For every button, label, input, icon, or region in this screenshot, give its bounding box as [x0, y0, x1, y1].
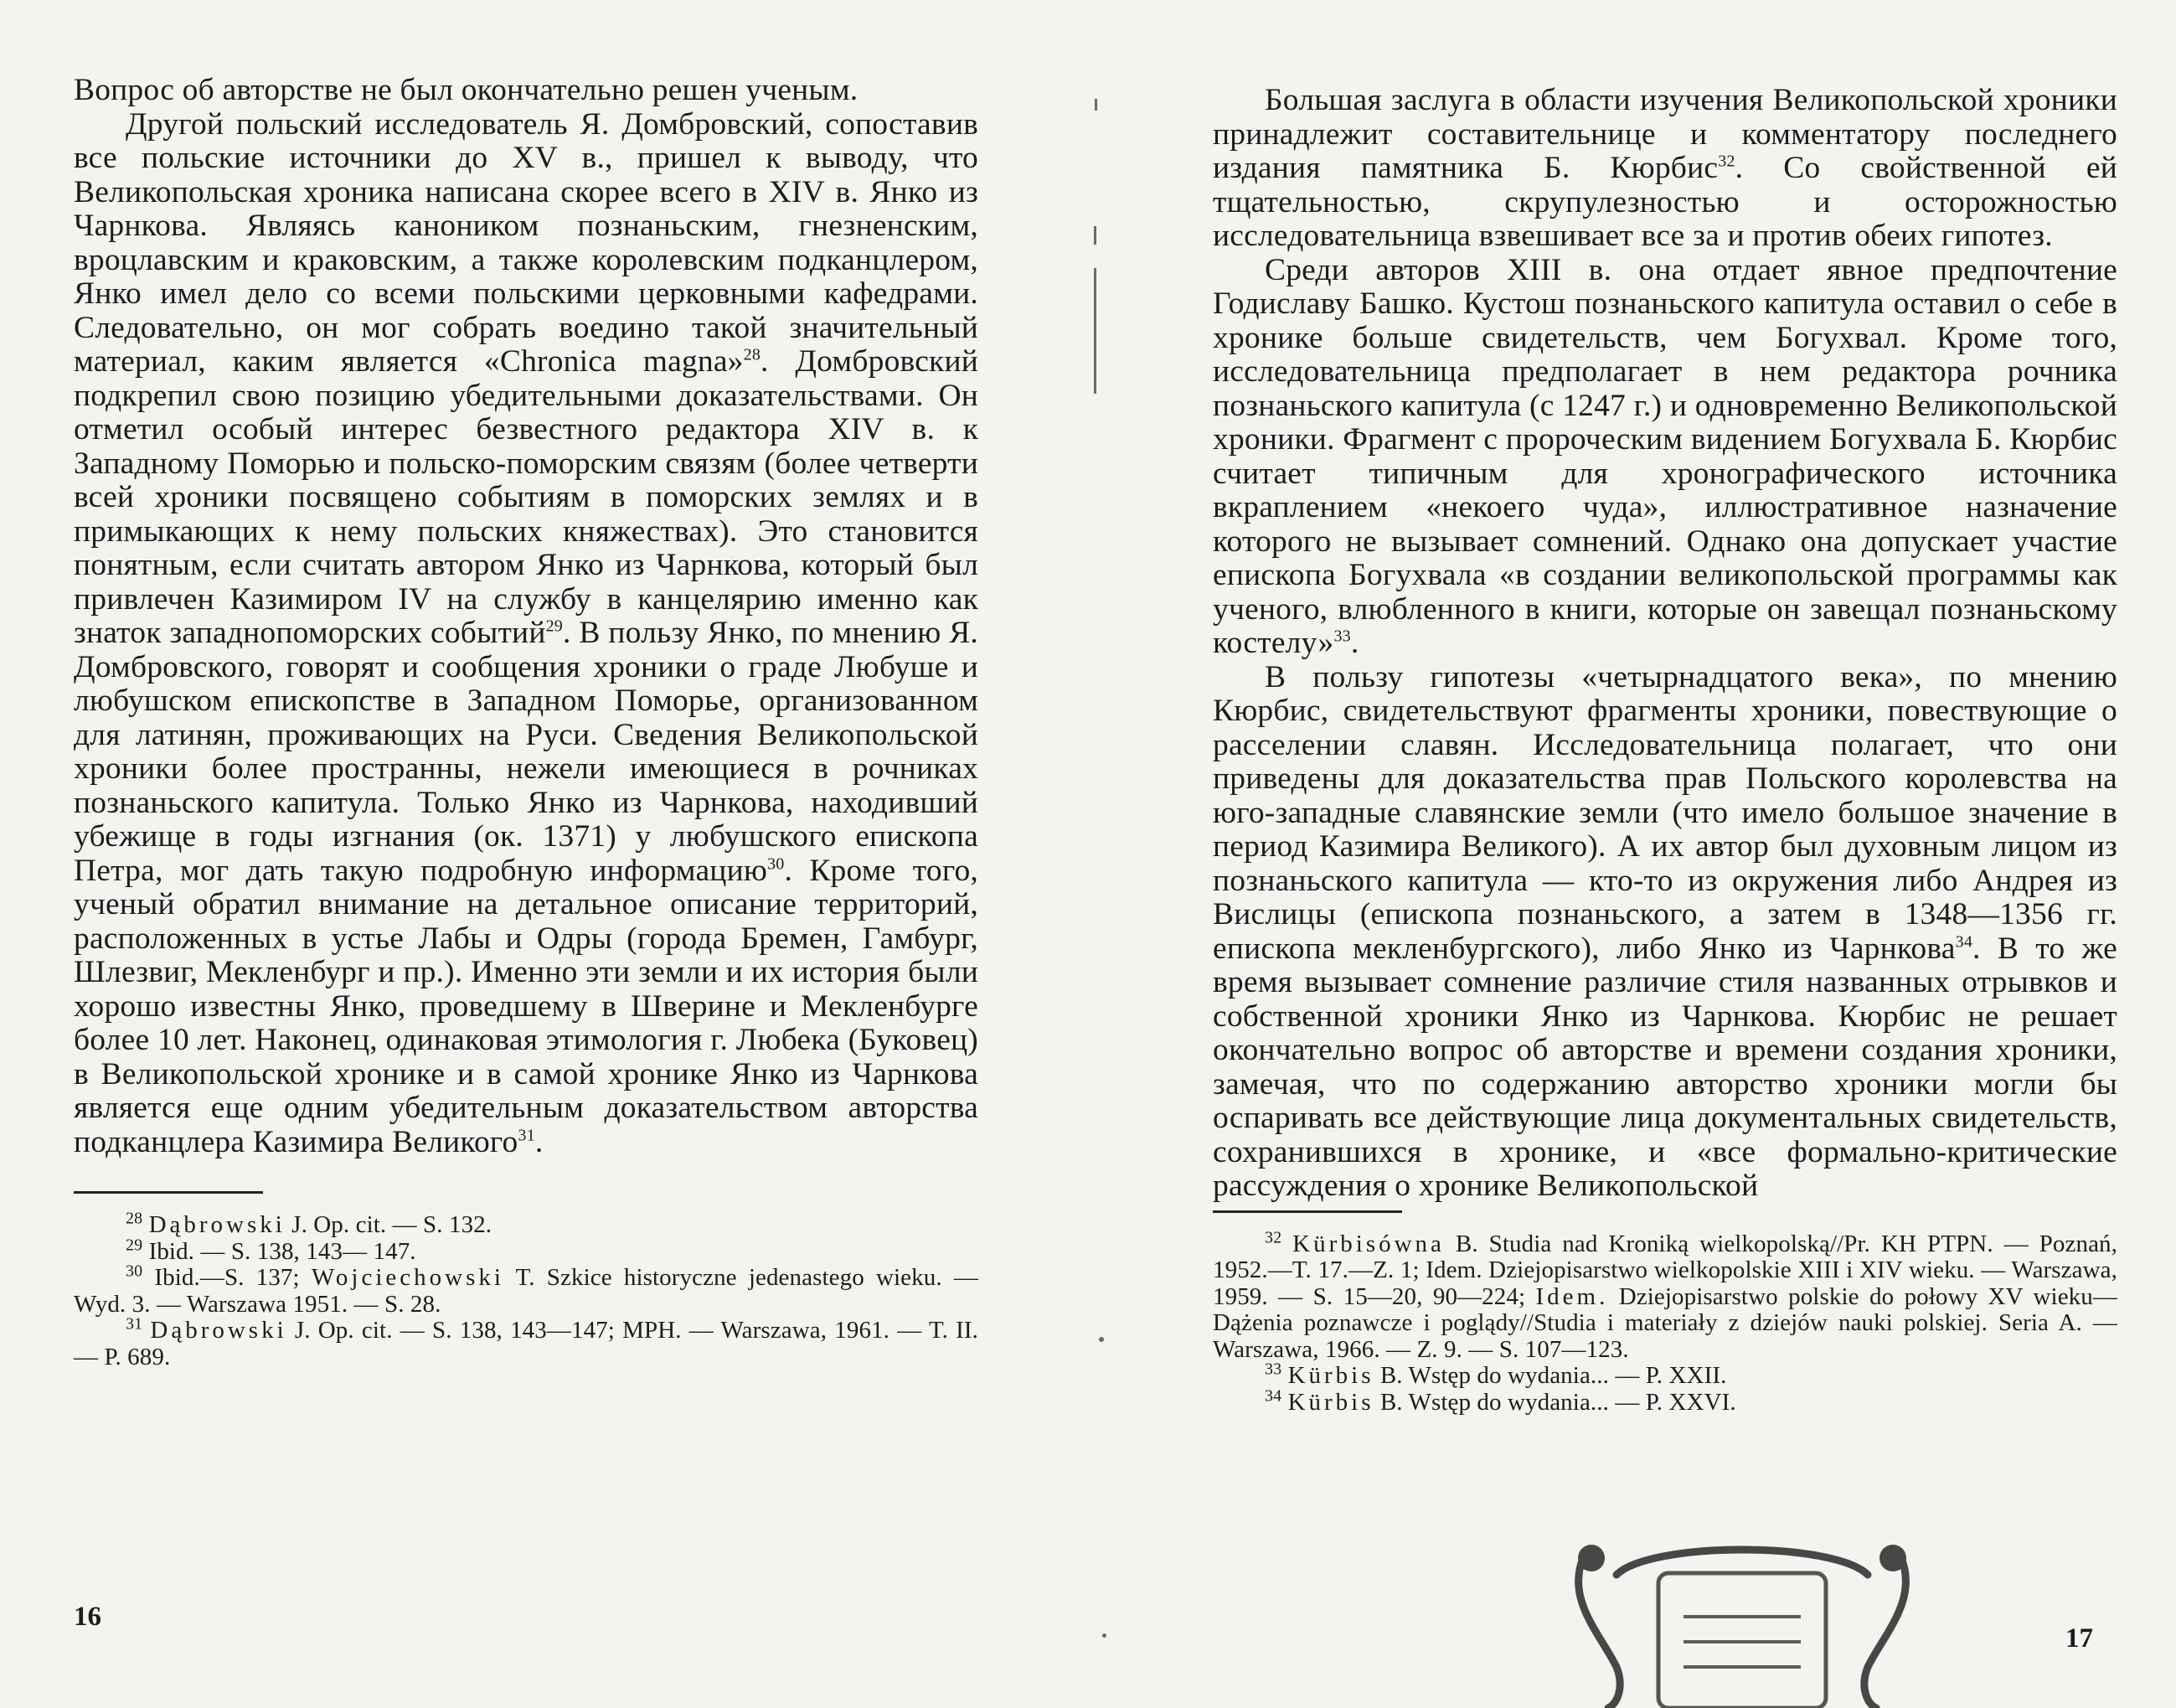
footnote-number: 31 — [126, 1314, 143, 1334]
gutter-mark — [1094, 226, 1096, 245]
footnote-ref[interactable]: 32 — [1718, 152, 1735, 171]
page-number-right: 17 — [2065, 1623, 2093, 1654]
footnote-author: Kürbisówna — [1292, 1230, 1445, 1257]
paragraph-text: . — [534, 1124, 544, 1159]
paragraph-text: . Со свойственной ей тщательностью, скрупулезностью и осторожностью исследовательница взвешивает все за и против обеих гипотез. — [1213, 151, 2117, 253]
footnote-author: Wojciechowski — [311, 1264, 504, 1291]
footnote-text: Dziejopisarstwo polskie do połowy XV wieku—Dążenia poznawcze i poglądy//Studia i materiały z dziejów nauki polskiej. Seria A. — Warszawa, 1966. — Z. 9. — S. 107—123. — [1213, 1282, 2117, 1363]
footnote — [74, 1235, 978, 1266]
footnote-text: B. Studia nad Kroniką wielkopolską//Pr. KH PTPN. — Poznań, 1952.—T. 17.—Z. 1; Idem. Dziejopisarstwo wielkopolskie XIII i XIV wieku. — Warszawa, 1959. — S. 15—20, 90—224; — [1213, 1230, 2118, 1310]
paragraph-text: В пользу гипотезы «четырнадцатого века», по мнению Кюрбис, свидетельствуют фрагменты хроники, повествующие о расселении славян. Исследовательница полагает, что они приведены для доказательства прав Польского королевства на юго-западные славянские земли (что имело большое значение в период Казимира Великого). А их автор был духовным лицом из познаньского капитула — кто-то из окружения либо Андрея из Вислицы (епископа познаньского, а затем в 1348—1356 гг. епископа мекленбургского), либо Янко из Чарнкова — [1213, 659, 2117, 966]
footnote-author: Idem. — [1535, 1282, 1609, 1310]
footnote-ref[interactable]: 31 — [518, 1126, 535, 1144]
footnote-text: T. Szkice historyczne jedenastego wieku. — Wyd. 3. — Warszawa 1951. — S. 28. — [74, 1264, 978, 1318]
footnote-ref[interactable]: 34 — [1955, 932, 1973, 951]
paragraph-text: В пользу Янко, по мнению Я. Домбровского, говорят и сообщения хроники о граде Любуше и любушском епископстве в Западном Поморье, организованном для латинян, проживающих на Руси. Сведения Великопольской хроники более пространны, нежели имеющиеся в рочниках познаньского капитула. Только Янко из Чарнкова, находивший убежище в годы изгнания (ок. 1371) у любушского епископа Петра, мог дать такую подробную информацию — [74, 616, 978, 888]
paragraph-text: Другой польский исследователь Я. Домбровский, сопоставив все польские источники до XV в., пришел к выводу, что Великопольская хроника написана скорее всего в XIV в. Янко из Чарнкова. Являясь каноником познаньским, гнезненским, вроцлавским и краковским, а также королевским подканцлером, Янко имел дело со всеми польскими церковными кафедрами. Следовательно, он мог собрать воедино такой значительный материал, каким является «Chronica magna» — [74, 106, 978, 379]
gutter-mark — [1095, 99, 1097, 111]
paragraph: Другой польский исследователь Я. Домбровский, сопоставив все польские источники до XV в., пришел к выводу, что Великопольская хроника написана скорее всего в XIV в. Янко из Чарнкова. Являясь каноником познаньским, гнезненским, вроцлавским и краковским, а также королевским подканцлером, Янко имел дело со всеми польскими церковными кафедрами. Следовательно, он мог собрать воедино такой значительный материал, каким является «Chronica magna»$^{28}$. Домбровский подкрепил свою позицию убедительными доказательствами. Он отметил особый интерес безвестного редактора XIV в. к Западному Поморью и польско-поморским связям (более четверти всей хроники посвящено событиям в поморских землях и в примыкающих к нему польских княжествах). Это становится понятным, если считать автором Янко из Чарнкова, который был привлечен Казимиром IV на службу в канцелярию именно как знаток западнопоморских событий$^{29}$. В пользу Янко, по мнению Я. Домбровского, говорят и сообщения хроники о граде Любуше и любушском епископстве в Западном Поморье, организованном для латинян, проживающих на Руси. Сведения Великопольской хроники более пространны, нежели имеющиеся в рочниках познаньского капитула. Только Янко из Чарнкова, находивший убежище в годы изгнания (ок. 1371) у любушского епископа Петра, мог дать такую подробную информацию$^{30}$. Кроме того, ученый обратил внимание на детальное описание территорий, расположенных в устье Лабы и Одры (города Бремен, Гамбург, Шлезвиг, Мекленбург и пр.). Именно эти земли и их история были хорошо известны Янко, проведшему в Шверине и Мекленбурге более 10 лет. Наконец, одинаковая этимология г. Любека (Буковец) в Великопольской хронике и в самой хронике Янко из Чарнкова является еще одним убедительным доказательством авторства подканцлера Казимира Великого$^{31}$. — [74, 106, 978, 1159]
footnote — [74, 1262, 978, 1318]
footnote-divider — [1213, 1210, 1402, 1213]
paragraph-text: Большая заслуга в области изучения Великопольской хроники принадлежит составительнице и комментатору последнего издания памятника Б. Кюрбис — [1213, 83, 2117, 185]
footnote-number: 33 — [1265, 1360, 1282, 1379]
right-page — [1213, 84, 2117, 1416]
footnote-text: B. Wstęp do wydania... — P. XXII. — [1374, 1362, 1727, 1389]
gutter-mark — [1094, 268, 1096, 394]
footnote-author: Dąbrowski — [150, 1317, 287, 1344]
footnote — [1213, 1227, 2118, 1364]
footnote-text: Ibid.—S. 137; — [154, 1264, 312, 1291]
footnote-number: 34 — [1265, 1385, 1282, 1405]
page-number-left: 16 — [74, 1602, 101, 1632]
footnote-author: Kürbis — [1287, 1388, 1374, 1416]
paragraph — [1213, 254, 2117, 661]
footnote-text: B. Wstęp do wydania... — P. XXVI. — [1374, 1388, 1736, 1416]
footnote-text: J. Op. cit. — S. 138, 143—147; MPH. — Warszawa, 1961. — T. II. — P. 689. — [74, 1317, 978, 1370]
paragraph: Вопрос об авторстве не был окончательно решен ученым. — [74, 73, 859, 107]
library-stamp-icon — [1566, 1525, 1918, 1708]
footnote-author: Dąbrowski — [148, 1211, 286, 1238]
footnote-author: Kürbis — [1287, 1362, 1374, 1389]
footnote-divider — [74, 1191, 263, 1194]
footnote-ref[interactable]: 30 — [767, 854, 785, 873]
paragraph-text: Среди авторов XIII в. она отдает явное предпочтение Годиславу Башко. Кустош познаньского капитула оставил о себе в хронике больше свидетельств, чем Богухвал. Кроме того, исследовательница предполагает в нем редактора рочника познаньского капитула (с 1247 г.) и одновременно Великопольской хроники. Фрагмент с пророческим видением Богухвала Б. Кюрбис считает типичным для хронографического источника вкраплением «некоего чуда», иллюстративное назначение которого не вызывает сомнений. Однако она допускает участие епископа Богухвала «в создании великопольской программы как ученого, влюбленного в книги, которые он завещал познаньскому костелу» — [1213, 252, 2117, 660]
footnote-text: Ibid. — S. 138, 143— 147. — [148, 1237, 416, 1265]
footnote-number: 29 — [126, 1235, 143, 1254]
paragraph-text: . Кроме того, ученый обратил внимание на детальное описание территорий, расположенных в устье Лабы и Одры (города Бремен, Гамбург, Шлезвиг, Мекленбург и пр.). Именно эти земли и их история были хорошо известны Янко, проведшему в Шверине и Мекленбурге более 10 лет. Наконец, одинаковая этимология г. Любека (Буковец) в Великопольской хронике и в самой хронике Янко из Чарнкова является еще одним убедительным доказательством авторства подканцлера Казимира Великого — [74, 853, 978, 1159]
footnote — [1213, 1360, 2117, 1390]
footnote-number: 30 — [126, 1262, 143, 1281]
footnote — [74, 1314, 978, 1370]
footnote — [74, 1209, 978, 1239]
paragraph-text: . Домбровский подкрепил свою позицию убедительными доказательствами. Он отметил особый интерес безвестного редактора XIV в. к Западному Поморью и польско-поморским связям (более четверти всей хроники посвящено событиям в поморских землях и в примыкающих к нему польских княжествах). Это становится понятным, если считать автором Янко из Чарнкова, который был привлечен Казимиром IV на службу в канцелярию именно как знаток западнопоморских событий — [74, 344, 978, 650]
gutter-mark — [1102, 1633, 1106, 1638]
left-page — [74, 74, 978, 1370]
gutter-mark — [1099, 1337, 1104, 1342]
footnote-number: 32 — [1265, 1227, 1282, 1246]
footnote-ref[interactable]: 28 — [743, 345, 761, 364]
paragraph-text: . В то же время вызывает сомнение различие стиля названных отрывков и собственной хроники Янко из Чарнкова. Кюрбис не решает окончательно вопрос об авторстве и времени создания хроники, замечая, что по содержанию авторство хроники могли бы оспаривать все действующие лица документальных свидетельств, сохранившихся в хронике, и «все формально-критические рассуждения о хронике Великопольской — [1213, 931, 2117, 1203]
footnote — [1213, 1385, 2117, 1416]
footnote-ref[interactable]: 29 — [545, 617, 563, 636]
paragraph — [1213, 84, 2117, 254]
footnote-number: 28 — [126, 1209, 143, 1228]
footnote-text: J. Op. cit. — S. 132. — [285, 1211, 492, 1238]
paragraph — [1213, 661, 2117, 1204]
paragraph-text: . — [1350, 626, 1359, 660]
footnote-ref[interactable]: 33 — [1333, 627, 1351, 646]
